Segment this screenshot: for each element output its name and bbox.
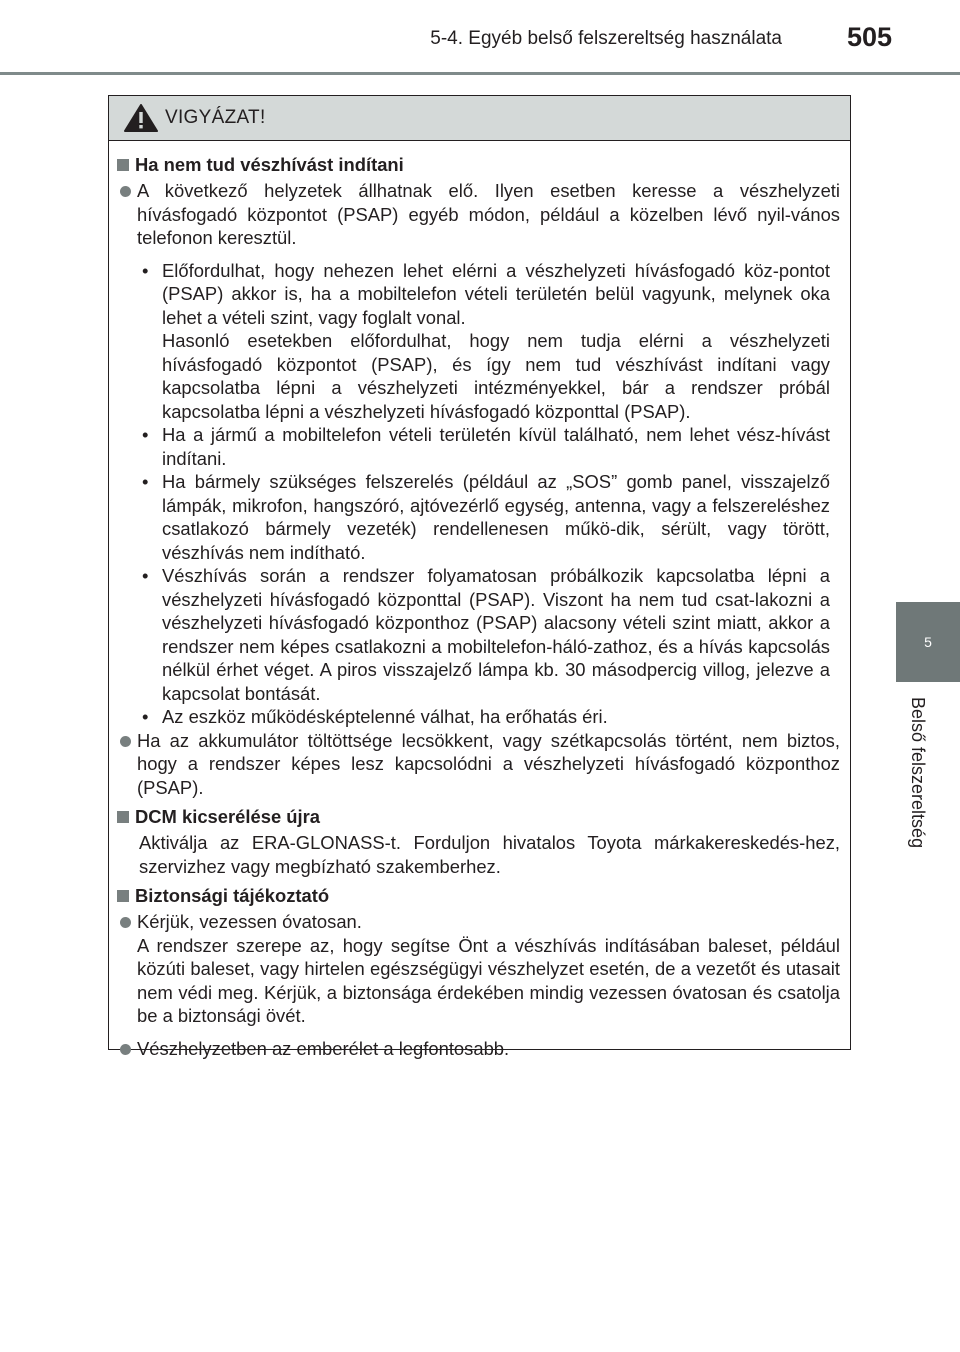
square-bullet-icon xyxy=(117,811,129,823)
list-item-text: A következő helyzetek állhatnak elő. Ilyen esetben keresse a vészhelyzeti hívásfogadó központot (PSAP) egyéb módon, például a közelben lévő nyil-vános telefonon keresztül. xyxy=(137,180,840,248)
list-item xyxy=(117,729,840,800)
caution-body xyxy=(109,141,850,1060)
sub-item-text: Ha bármely szükséges felszerelés (például az „SOS” gomb panel, visszajelző lámpák, mikrofon, hangszóró, ajtóvezérlő egység, antenna, vagy a felszereléshez csatlakozó bármely vezeték) rendellenesen műkö-dik, sérült, vagy törött, vészhívás nem indítható. xyxy=(162,471,830,563)
section-heading-text: Ha nem tud vészhívást indítani xyxy=(135,154,404,176)
caution-title: VIGYÁZAT! xyxy=(165,107,266,128)
caution-box xyxy=(108,95,851,1059)
section-heading xyxy=(117,884,840,908)
circle-bullet-icon xyxy=(120,186,131,197)
section-cannot-call xyxy=(117,153,840,799)
sub-item-text: Ha a jármű a mobiltelefon vételi területén kívül található, nem lehet vész-hívást indítani. xyxy=(162,424,830,469)
sub-list-item xyxy=(139,705,840,729)
square-bullet-icon xyxy=(117,159,129,171)
sub-item-text: Hasonló esetekben előfordulhat, hogy nem tudja elérni a vészhelyzeti hívásfogadó központot (PSAP), és így nem tud vészhívást indítani vagy kapcsolatba lépni a vészhelyzeti intézményekkel, bár a rendszer próbál kapcsolatba lépni a vészhelyzeti hívásfogadó központtal (PSAP). xyxy=(162,330,830,422)
caution-header xyxy=(109,96,850,141)
sub-list-item xyxy=(139,470,840,564)
section-heading-text: Biztonsági tájékoztató xyxy=(135,885,330,907)
list-item-text: A rendszer szerepe az, hogy segítse Önt a vészhívás indításában baleset, például közúti baleset, vagy hirtelen egészségügyi vészhelyzet esetén, de a vezetőt és utasait nem védi meg. Kérjük, a biztonsága érdekében mindig vezessen óvatosan és csatolja be a biztonsági övét. xyxy=(137,934,840,1026)
chapter-side-label xyxy=(897,697,957,897)
list-item xyxy=(117,910,840,1028)
dot-bullet: • xyxy=(142,259,149,281)
circle-bullet-icon xyxy=(120,917,131,928)
dot-bullet: • xyxy=(142,706,149,727)
list-item xyxy=(117,179,840,250)
sub-list-item xyxy=(139,423,840,470)
dot-bullet: • xyxy=(142,424,149,445)
section-safety-info xyxy=(117,884,840,1060)
circle-bullet-icon xyxy=(120,1044,131,1055)
circle-bullet-icon xyxy=(120,736,131,747)
sub-item-text: Előfordulhat, hogy nehezen lehet elérni a vészhelyzeti hívásfogadó köz-pontot (PSAP) akkor is, ha a mobiltelefon vételi területén belül vagyunk, melynek oka lehet a vételi szint, vagy foglalt vonal. xyxy=(162,259,830,328)
dot-bullet: • xyxy=(142,471,149,492)
list-item-text: Ha az akkumulátor töltöttsége lecsökkent, vagy szétkapcsolás történt, nem biztos, hogy a rendszer képes lesz kapcsolódni a vészhelyzeti hívásfogadó központhoz (PSAP). xyxy=(137,729,840,798)
section-text: Aktiválja az ERA-GLONASS-t. Forduljon hivatalos Toyota márkakereskedés-hez, szervizhez vagy megbízható szakemberhez. xyxy=(139,832,840,877)
list-item-text: Vészhelyzetben az emberélet a legfontosabb. xyxy=(137,1037,510,1059)
chapter-tab-number: 5 xyxy=(924,634,932,650)
running-header-title: 5-4. Egyéb belső felszereltség használata xyxy=(430,28,782,49)
square-bullet-icon xyxy=(117,890,129,902)
header-divider xyxy=(0,72,960,75)
warning-triangle-icon xyxy=(123,103,159,133)
dot-bullet: • xyxy=(142,565,149,586)
chapter-side-label-text: Belső felszereltség xyxy=(908,697,928,849)
chapter-tab xyxy=(896,602,960,682)
section-heading xyxy=(117,805,840,829)
sub-item-text: Az eszköz működésképtelenné válhat, ha erőhatás éri. xyxy=(162,706,608,727)
sub-list-item xyxy=(139,564,840,705)
section-heading xyxy=(117,153,840,177)
section-heading-text: DCM kicserélése újra xyxy=(135,806,321,828)
page-number: 505 xyxy=(846,22,892,52)
list-item-text: Kérjük, vezessen óvatosan. xyxy=(137,911,362,932)
section-dcm-replacement xyxy=(117,805,840,878)
sub-list-item xyxy=(139,259,840,424)
sub-item-text: Vészhívás során a rendszer folyamatosan próbálkozik kapcsolatba lépni a vészhelyzeti hívásfogadó központtal (PSAP). Viszont ha nem tud csat-lakozni a vészhelyzeti hívásfogadó központhoz (PSAP) alacsony vételi szint miatt, akkor a rendszer nem képes csatlakozni a mobiltelefon-háló-zathoz, és a hívás kapcsolás nélkül érhet véget. A piros visszajelző lámpa kb. 30 másodpercig villog, jelezve a kapcsolat bontását. xyxy=(162,565,830,704)
list-item xyxy=(117,1037,840,1061)
